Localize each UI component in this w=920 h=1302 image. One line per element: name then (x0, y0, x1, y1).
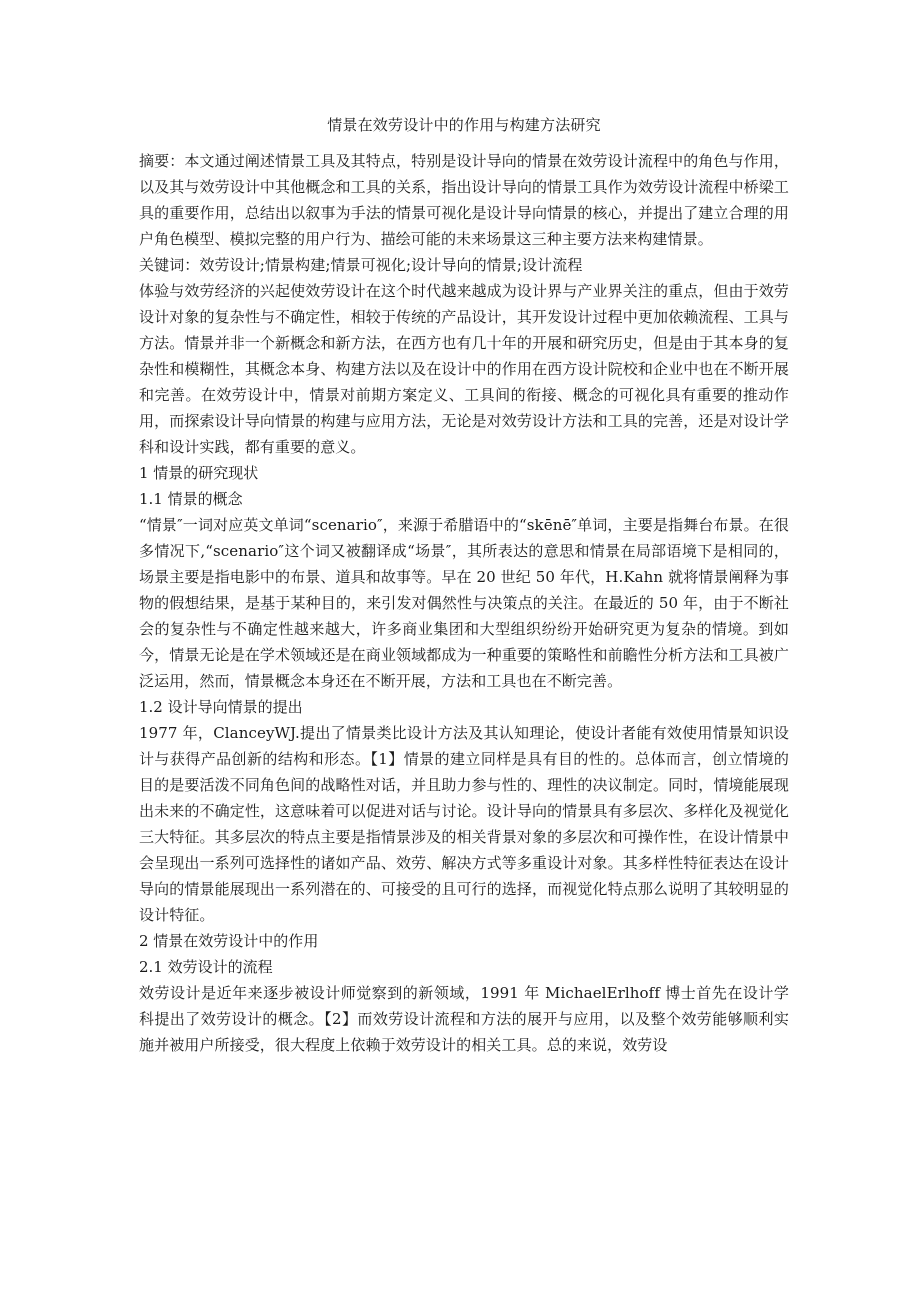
intro-paragraph: 体验与效劳经济的兴起使效劳设计在这个时代越来越成为设计界与产业界关注的重点，但由于效劳设计对象的复杂性与不确定性，相较于传统的产品设计，其开发设计过程中更加依赖流程、工具与方法。情景并非一个新概念和新方法，在西方也有几十年的开展和研究历史，但是由于其本身的复杂性和模糊性，其概念本身、构建方法以及在设计中的作用在西方设计院校和企业中也在不断开展和完善。在效劳设计中，情景对前期方案定义、工具间的衔接、概念的可视化具有重要的推动作用，而探索设计导向情景的构建与应用方法，无论是对效劳设计方法和工具的完善，还是对设计学科和设计实践，都有重要的意义。 (139, 282, 789, 456)
section-2-1-paragraph: 效劳设计是近年来逐步被设计师觉察到的新领域，1991 年 MichaelErlhoff 博士首先在设计学科提出了效劳设计的概念。【2】而效劳设计流程和方法的展开与应用，以及整个效劳能够顺利实施并被用户所接受，很大程度上依赖于效劳设计的相关工具。总的来说，效劳设 (139, 984, 789, 1054)
section-1-1-paragraph: “情景″一词对应英文单词“scenario″，来源于希腊语中的“skēnē″单词，主要是指舞台布景。在很多情况下,“scenario″这个词又被翻译成“场景″，其所表达的意思和情景在局部语境下是相同的，场景主要是指电影中的布景、道具和故事等。早在 20 世纪 50 年代，H.Kahn 就将情景阐释为事物的假想结果，是基于某种目的，来引发对偶然性与决策点的关注。在最近的 50 年，由于不断社会的复杂性与不确定性越来越大，许多商业集团和大型组织纷纷开始研究更为复杂的情境。到如今，情景无论是在学术领域还是在商业领域都成为一种重要的策略性和前瞻性分析方法和工具被广泛运用，然而，情景概念本身还在不断开展，方法和工具也在不断完善。 (139, 516, 789, 690)
section-heading-1-2: 1.2 设计导向情景的提出 (139, 698, 303, 716)
section-1-2-paragraph: 1977 年，ClanceyWJ.提出了情景类比设计方法及其认知理论，使设计者能有效使用情景知识设计与获得产品创新的结构和形态。【1】情景的建立同样是具有目的性的。总体而言，创立情境的目的是要活泼不同角色间的战略性对话，并且助力参与性的、理性的决议制定。同时，情境能展现出未来的不确定性，这意味着可以促进对话与讨论。设计导向的情景具有多层次、多样化及视觉化三大特征。其多层次的特点主要是指情景涉及的相关背景对象的多层次和可操作性，在设计情景中会呈现出一系列可选择性的诸如产品、效劳、解决方式等多重设计对象。其多样性特征表达在设计导向的情景能展现出一系列潜在的、可接受的且可行的选择，而视觉化特点那么说明了其较明显的设计特征。 (139, 724, 789, 924)
abstract-paragraph: 摘要：本文通过阐述情景工具及其特点，特别是设计导向的情景在效劳设计流程中的角色与作用，以及其与效劳设计中其他概念和工具的关系，指出设计导向的情景工具作为效劳设计流程中桥梁工具的重要作用，总结出以叙事为手法的情景可视化是设计导向情景的核心，并提出了建立合理的用户角色模型、模拟完整的用户行为、描绘可能的未来场景这三种主要方法来构建情景。 (139, 152, 789, 248)
section-heading-1-1: 1.1 情景的概念 (139, 490, 243, 508)
document-title: 情景在效劳设计中的作用与构建方法研究 (327, 116, 601, 134)
keywords-paragraph: 关键词：效劳设计;情景构建;情景可视化;设计导向的情景;设计流程 (139, 256, 583, 274)
section-heading-1: 1 情景的研究现状 (139, 464, 259, 482)
section-heading-2-1: 2.1 效劳设计的流程 (139, 958, 273, 976)
document-page (139, 112, 789, 1058)
section-heading-2: 2 情景在效劳设计中的作用 (139, 932, 319, 950)
